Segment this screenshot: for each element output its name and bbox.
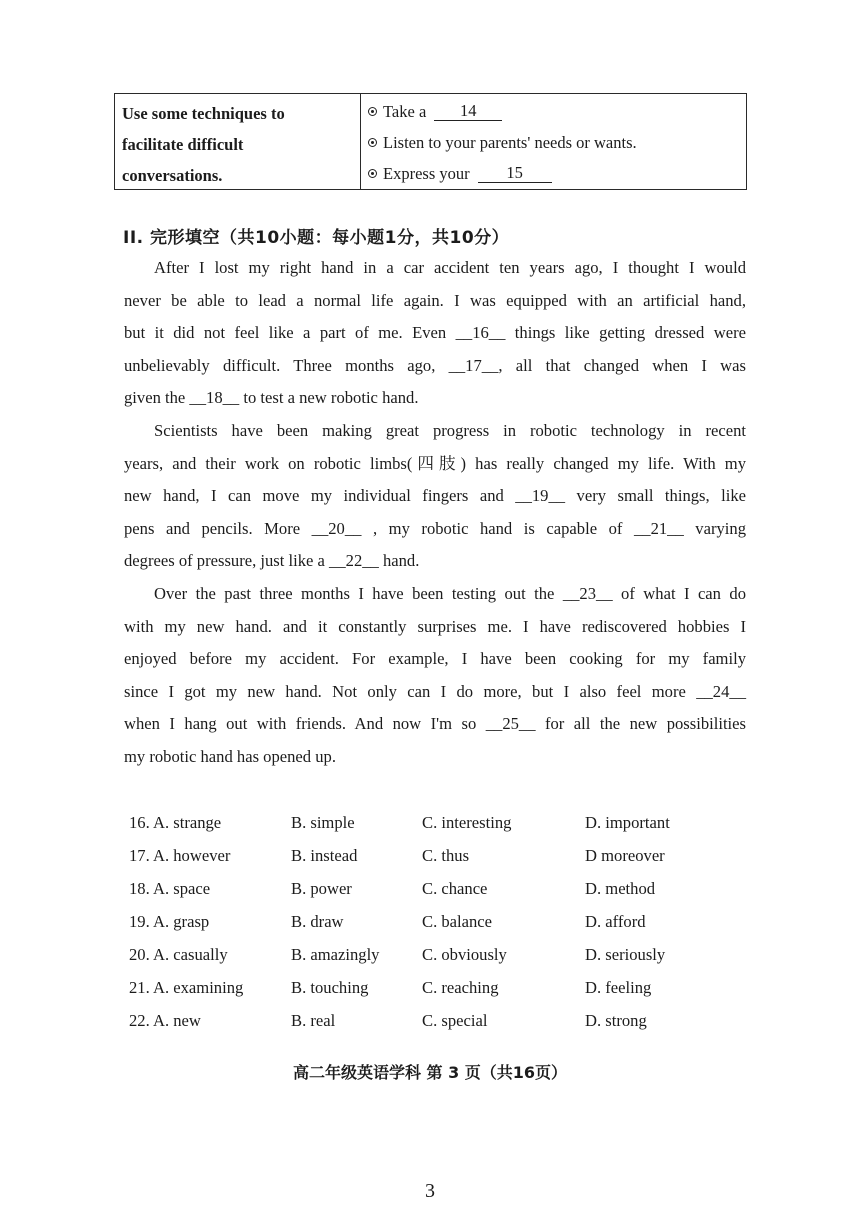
passage-line: with my new hand. and it constantly surprises me. I have rediscovered hobbies I: [124, 616, 746, 636]
option-b[interactable]: B. touching: [291, 977, 369, 997]
option-c[interactable]: C. chance: [422, 878, 488, 898]
summary-table: [114, 93, 747, 190]
row-text: Express your: [383, 164, 470, 183]
passage-line: unbelievably difficult. Three months ago, __17__, all that changed when I was: [124, 355, 746, 375]
bullet-icon: [368, 138, 377, 147]
table-left-line: conversations.: [122, 166, 223, 185]
passage-line: never be able to lead a normal life again. I was equipped with an artificial hand,: [124, 290, 746, 310]
paragraph-3: [124, 578, 746, 774]
option-b[interactable]: B. simple: [291, 812, 355, 832]
question-17-options: [129, 839, 715, 872]
option-a[interactable]: 22. A. new: [129, 1010, 201, 1030]
option-d[interactable]: D moreover: [585, 845, 665, 865]
option-c[interactable]: C. balance: [422, 911, 493, 931]
option-a[interactable]: 21. A. examining: [129, 977, 244, 997]
page-number: 3: [425, 1180, 435, 1202]
answer-blank-14[interactable]: 14: [434, 102, 502, 121]
table-left-cell: [115, 94, 361, 189]
options-list: [129, 806, 715, 1037]
option-d[interactable]: D. method: [585, 878, 656, 898]
table-left-line: Use some techniques to: [122, 104, 285, 123]
row-text: Listen to your parents' needs or wants.: [383, 133, 637, 152]
option-b[interactable]: B. draw: [291, 911, 344, 931]
option-c[interactable]: C. reaching: [422, 977, 499, 997]
row-text: Take a: [383, 102, 427, 121]
option-d[interactable]: D. important: [585, 812, 670, 832]
passage-line: my robotic hand has opened up.: [124, 746, 336, 766]
question-18-options: [129, 872, 715, 905]
passage-line: pens and pencils. More __20__ , my robotic hand is capable of __21__ varying: [124, 518, 746, 538]
option-b[interactable]: B. instead: [291, 845, 358, 865]
answer-blank-15[interactable]: 15: [478, 164, 552, 183]
option-c[interactable]: C. thus: [422, 845, 470, 865]
option-a[interactable]: 19. A. grasp: [129, 911, 210, 931]
table-right-cell: [361, 94, 746, 189]
table-left-line: facilitate difficult: [122, 135, 244, 154]
option-d[interactable]: D. seriously: [585, 944, 666, 964]
paragraph-2: [124, 415, 746, 578]
passage-line: degrees of pressure, just like a __22__ hand.: [124, 551, 420, 571]
section-title: II. 完形填空（共10小题：每小题1分，共10分）: [123, 228, 510, 248]
question-22-options: [129, 1004, 715, 1037]
cloze-passage: [124, 252, 746, 774]
option-a[interactable]: 20. A. casually: [129, 944, 228, 964]
table-bullet-row: [368, 127, 746, 158]
passage-line: enjoyed before my accident. For example, I have been cooking for my family: [124, 649, 746, 669]
option-b[interactable]: B. amazingly: [291, 944, 380, 964]
option-d[interactable]: D. feeling: [585, 977, 652, 997]
table-bullet-row: [368, 96, 746, 127]
paragraph-1: [124, 252, 746, 415]
option-c[interactable]: C. obviously: [422, 944, 507, 964]
passage-line: but it did not feel like a part of me. Even __16__ things like getting dressed were: [124, 323, 746, 343]
passage-line: new hand, I can move my individual fingers and __19__ very small things, like: [124, 486, 746, 506]
bullet-icon: [368, 169, 377, 178]
bullet-icon: [368, 107, 377, 116]
option-a[interactable]: 18. A. space: [129, 878, 211, 898]
passage-line: given the __18__ to test a new robotic hand.: [124, 388, 419, 408]
option-a[interactable]: 16. A. strange: [129, 812, 222, 832]
option-d[interactable]: D. afford: [585, 911, 646, 931]
question-19-options: [129, 905, 715, 938]
question-16-options: [129, 806, 715, 839]
question-20-options: [129, 938, 715, 971]
passage-line: Over the past three months I have been testing out the __23__ of what I can do: [154, 583, 746, 603]
option-d[interactable]: D. strong: [585, 1010, 647, 1030]
question-21-options: [129, 971, 715, 1004]
passage-line: since I got my new hand. Not only can I do more, but I also feel more __24__: [124, 681, 746, 701]
passage-line: After I lost my right hand in a car accident ten years ago, I thought I would: [154, 258, 746, 277]
option-b[interactable]: B. real: [291, 1010, 336, 1030]
passage-line: Scientists have been making great progress in robotic technology in recent: [154, 420, 746, 440]
table-bullet-row: [368, 158, 746, 189]
page-footer: 高二年级英语学科 第 3 页（共16页）: [292, 1063, 568, 1082]
option-c[interactable]: C. special: [422, 1010, 488, 1030]
passage-line: when I hang out with friends. And now I'm so __25__ for all the new possibilities: [124, 714, 746, 734]
option-a[interactable]: 17. A. however: [129, 845, 231, 865]
option-c[interactable]: C. interesting: [422, 812, 512, 832]
option-b[interactable]: B. power: [291, 878, 352, 898]
passage-line: years, and their work on robotic limbs(四肢) has really changed my life. With my: [124, 453, 746, 473]
